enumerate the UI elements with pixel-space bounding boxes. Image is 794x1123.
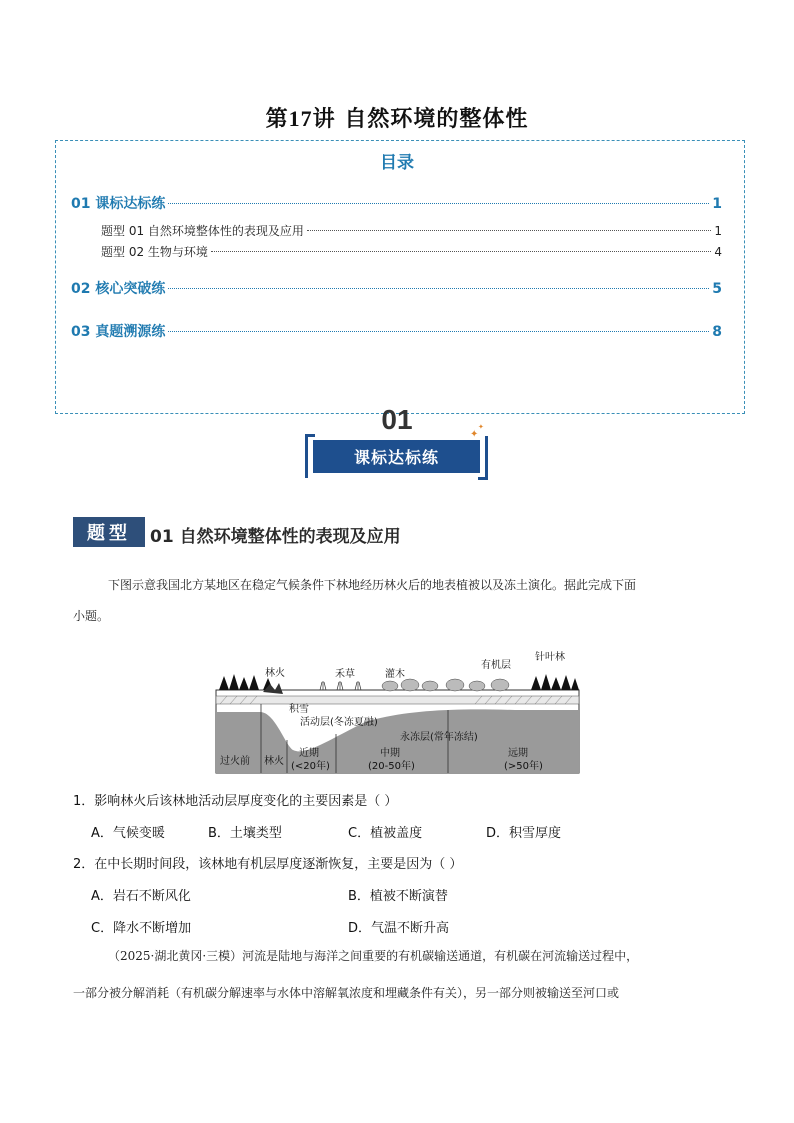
passage-line: （2025·湖北黄冈·三模）河流是陆地与海洋之间重要的有机碳输送通道，有机碳在河流输送过程中， xyxy=(108,949,639,963)
option[interactable]: D．气温不断升高 xyxy=(348,921,450,936)
sparkle-icon: ✦ xyxy=(478,423,484,431)
toc-item[interactable]: 题型 01 自然环境整体性的表现及应用 1 xyxy=(101,224,722,238)
option[interactable]: C．降水不断增加 xyxy=(91,921,192,936)
toc-item[interactable]: 02 核心突破练 5 xyxy=(71,281,722,297)
option[interactable]: A．岩石不断风化 xyxy=(91,889,191,904)
label-far: 远期 xyxy=(508,748,528,759)
label-before: 过火前 xyxy=(220,756,250,767)
label-fire-stage: 林火 xyxy=(264,756,284,767)
question-stem: 1．影响林火后该林地活动层厚度变化的主要因素是（ ） xyxy=(73,794,398,809)
label-active: 活动层(冬冻夏融) xyxy=(300,717,378,728)
label-near-range: (<20年) xyxy=(291,761,330,772)
label-mid-range: (20-50年) xyxy=(368,761,415,772)
passage-line: 一部分被分解消耗（有机碳分解速率与水体中溶解氧浓度和埋藏条件有关），另一部分则被输送至河口或 xyxy=(73,986,620,1000)
intro-line: 下图示意我国北方某地区在稳定气候条件下林地经历林火后的地表植被以及冻土演化。据此完成下面 xyxy=(108,578,637,592)
option[interactable]: C．植被盖度 xyxy=(348,826,423,841)
option[interactable]: A．气候变暖 xyxy=(91,826,165,841)
label-mid: 中期 xyxy=(380,748,400,759)
option[interactable]: B．土壤类型 xyxy=(208,826,282,841)
toc-item[interactable]: 题型 02 生物与环境 4 xyxy=(101,245,722,259)
label-snow: 积雪 xyxy=(289,704,309,715)
diagram-svg xyxy=(215,650,581,774)
label-far-range: (>50年) xyxy=(504,761,543,772)
tixing-tag: 题型 xyxy=(73,517,145,547)
sparkle-icon: ✦ xyxy=(470,429,479,440)
option[interactable]: D．积雪厚度 xyxy=(486,826,562,841)
label-organic: 有机层 xyxy=(481,660,511,671)
toc-box xyxy=(55,140,745,414)
page-title: 第17讲 自然环境的整体性 xyxy=(265,106,529,132)
toc-item[interactable]: 03 真题溯源练 8 xyxy=(71,324,722,340)
section-number: 01 xyxy=(381,404,413,435)
intro-line: 小题。 xyxy=(73,609,110,623)
permafrost-diagram xyxy=(215,650,581,774)
question-stem: 2．在中长期时间段，该林地有机层厚度逐渐恢复，主要是因为（ ） xyxy=(73,857,463,872)
tixing-title: 01 自然环境整体性的表现及应用 xyxy=(150,527,401,547)
label-fire: 林火 xyxy=(265,668,285,679)
label-grass: 禾草 xyxy=(335,669,355,680)
toc-item[interactable]: 01 课标达标练 1 xyxy=(71,196,722,212)
toc-heading: 目录 xyxy=(380,153,414,173)
label-near: 近期 xyxy=(299,748,319,759)
label-shrub: 灌木 xyxy=(385,669,405,680)
section-banner: 课标达标练 xyxy=(313,440,480,473)
label-conifer: 针叶林 xyxy=(535,652,565,663)
label-permafrost: 永冻层(常年冻结) xyxy=(400,732,478,743)
option[interactable]: B．植被不断演替 xyxy=(348,889,448,904)
